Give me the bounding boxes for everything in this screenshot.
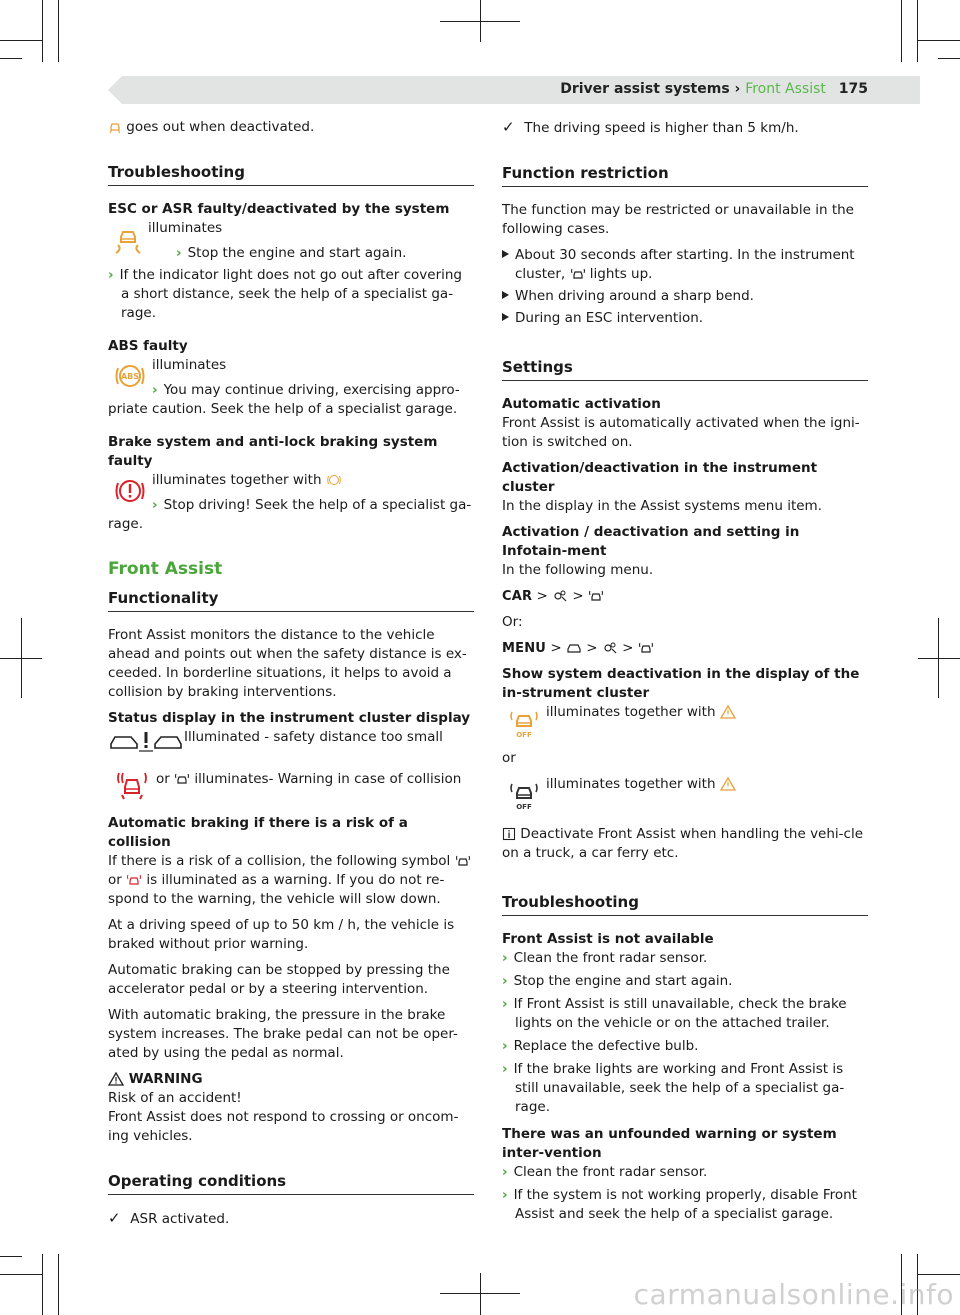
na-item: › Stop the engine and start again. bbox=[502, 973, 733, 989]
menu-path: MENU > > > bbox=[502, 639, 868, 658]
assist-icon bbox=[552, 589, 568, 603]
show-row-2 bbox=[502, 775, 868, 815]
uw-item: › If the system is not working properly, disable Front Assist and seek the help of a specialist garage. bbox=[502, 1187, 857, 1222]
restriction-item: During an ESC intervention. bbox=[502, 309, 868, 328]
bullet-icon bbox=[502, 313, 509, 321]
status-row-2 bbox=[108, 764, 474, 804]
intro-line bbox=[108, 118, 474, 137]
front-assist-off-icon bbox=[502, 703, 546, 743]
status-2-text: illuminates- Warning in case of collision bbox=[194, 771, 462, 787]
section-name: Front Assist bbox=[745, 81, 826, 97]
svg-text:OFF: OFF bbox=[516, 731, 532, 739]
auto-1-a: If there is a risk of a collision, the following symbol bbox=[108, 853, 451, 869]
note bbox=[502, 825, 868, 863]
car-key-label: CAR bbox=[502, 589, 533, 604]
show-row-1 bbox=[502, 703, 868, 743]
running-header bbox=[560, 81, 868, 97]
brake-title: Brake system and anti-lock braking system faulty bbox=[108, 434, 438, 469]
abs-illum: illuminates bbox=[152, 357, 227, 373]
restriction-item: When driving around a sharp bend. bbox=[502, 287, 868, 306]
warning-2: Front Assist does not respond to crossing or oncom-ing vehicles. bbox=[108, 1109, 459, 1144]
esc-note: › If the indicator light does not go out after covering a short distance, seek the help of a specialist ga-rage. bbox=[108, 267, 462, 321]
na-item: › If the brake lights are working and Front Assist is still unavailable, seek the help of a specialist ga-rage. bbox=[502, 1061, 845, 1115]
condition-2 bbox=[502, 118, 868, 138]
warning-triangle-amber-icon bbox=[720, 777, 736, 791]
front-assist-off-gray-icon bbox=[502, 775, 546, 815]
auto-activation-text: Front Assist is automatically activated when the igni-tion is switched on. bbox=[502, 415, 860, 450]
esc-note-text: If the indicator light does not go out after covering a short distance, seek the help of a specialist ga-rage. bbox=[119, 267, 462, 321]
auto-1-c: is illuminated as a warning. If you do not re-spond to the warning, the vehicle will slow down. bbox=[108, 872, 445, 907]
collision-warning-icon bbox=[108, 764, 156, 804]
auto-2: At a driving speed of up to 50 km / h, the vehicle is braked without prior warning. bbox=[108, 917, 455, 952]
warning-heading bbox=[108, 1070, 474, 1089]
car-slip-icon bbox=[108, 120, 122, 134]
cluster-text: In the display in the Assist systems menu item. bbox=[502, 498, 822, 514]
warning-triangle-amber-icon bbox=[720, 705, 736, 719]
auto-1 bbox=[108, 852, 474, 909]
breadcrumb: Driver assist systems › bbox=[560, 81, 741, 97]
warning-1: Risk of an accident! bbox=[108, 1090, 242, 1106]
warning-title: WARNING bbox=[128, 1071, 203, 1087]
esc-title: ESC or ASR faulty/deactivated by the system bbox=[108, 201, 450, 217]
abs-row: ABS illuminates › You may continue driving, exercising appro- bbox=[108, 356, 474, 400]
uw-item: › Clean the front radar sensor. bbox=[502, 1164, 708, 1180]
troubleshooting-2-heading: Troubleshooting bbox=[502, 893, 868, 916]
car-menu-path: CAR > > bbox=[502, 587, 868, 606]
page-number: 175 bbox=[838, 81, 868, 97]
not-available-title: Front Assist is not available bbox=[502, 931, 714, 947]
brake-row: illuminates together with › Stop driving! Seek the help of a specialist ga- bbox=[108, 471, 474, 515]
abs-step-a: You may continue driving, exercising appro- bbox=[163, 382, 460, 398]
right-column bbox=[502, 118, 868, 1228]
show-2-text: illuminates together with bbox=[546, 776, 716, 792]
car-radar-icon bbox=[588, 589, 604, 603]
intro-text: goes out when deactivated. bbox=[126, 119, 315, 135]
na-item: › If Front Assist is still unavailable, check the brake lights on the vehicle or on the attached trailer. bbox=[502, 996, 847, 1031]
left-column bbox=[108, 118, 474, 1236]
abs-small-icon bbox=[326, 473, 342, 487]
car-radar-icon bbox=[570, 267, 586, 281]
check-icon: ✓ bbox=[502, 118, 515, 136]
show-1-text: illuminates together with bbox=[546, 704, 716, 720]
svg-text:ABS: ABS bbox=[120, 372, 140, 381]
abs-step: priate caution. Seek the help of a specialist garage. bbox=[108, 401, 458, 417]
settings-heading: Settings bbox=[502, 358, 868, 381]
na-item: › Replace the defective bulb. bbox=[502, 1038, 699, 1054]
menu-key-label: MENU bbox=[502, 641, 547, 656]
condition-1-text: ASR activated. bbox=[130, 1211, 230, 1227]
watermark: carmanualsonline.info bbox=[633, 1278, 954, 1311]
bullet-icon bbox=[502, 250, 509, 258]
bullet-icon bbox=[502, 291, 509, 299]
infotainment-text: In the following menu. bbox=[502, 562, 654, 578]
brake-illum: illuminates together with bbox=[152, 472, 322, 488]
cluster-title: Activation/deactivation in the instrument cluster bbox=[502, 460, 818, 495]
auto-1-or: or bbox=[108, 872, 122, 888]
info-icon bbox=[502, 827, 516, 841]
abs-title: ABS faulty bbox=[108, 338, 188, 354]
brake-warning-icon bbox=[108, 471, 152, 511]
auto-title: Automatic braking if there is a risk of a collision bbox=[108, 815, 408, 850]
restriction-heading: Function restriction bbox=[502, 164, 868, 187]
car-radar-icon bbox=[638, 641, 654, 655]
car-radar-icon-small bbox=[455, 854, 471, 868]
brake-step-a: Stop driving! Seek the help of a specialist ga- bbox=[163, 497, 472, 513]
auto-4: With automatic braking, the pressure in the brake system increases. The brake pedal can not be oper-ated by using the pedal as normal. bbox=[108, 1007, 458, 1061]
status-1-text: Illuminated - safety distance too small bbox=[184, 729, 443, 745]
status-row-1 bbox=[108, 728, 474, 754]
car-radar-icon bbox=[174, 772, 190, 786]
functionality-desc: Front Assist monitors the distance to the vehicle ahead and points out when the safety distance is ex-ceeded. In borderline situations, it helps to avoid a collision by braking interventions. bbox=[108, 627, 467, 700]
unfounded-title: There was an unfounded warning or system inter-vention bbox=[502, 1126, 837, 1161]
front-assist-heading: Front Assist bbox=[108, 559, 223, 579]
status-title: Status display in the instrument cluster display bbox=[108, 710, 471, 726]
note-text: Deactivate Front Assist when handling the vehi-cle on a truck, a car ferry etc. bbox=[502, 826, 864, 861]
or-text: Or: bbox=[502, 614, 523, 630]
status-2-or: or bbox=[156, 771, 170, 787]
esc-icon bbox=[108, 219, 148, 259]
condition-2-text: The driving speed is higher than 5 km/h. bbox=[524, 120, 799, 136]
distance-warning-icon bbox=[108, 728, 184, 754]
na-item: › Clean the front radar sensor. bbox=[502, 950, 708, 966]
svg-text:OFF: OFF bbox=[516, 803, 532, 811]
brake-step: rage. bbox=[108, 516, 143, 532]
auto-3: Automatic braking can be stopped by pressing the accelerator pedal or by a steering intervention. bbox=[108, 962, 450, 997]
check-icon: ✓ bbox=[108, 1209, 121, 1227]
show-deactivation-title: Show system deactivation in the display of the in-strument cluster bbox=[502, 666, 860, 701]
abs-icon bbox=[108, 356, 152, 396]
infotainment-title: Activation / deactivation and setting in Infotain-ment bbox=[502, 524, 800, 559]
restriction-intro: The function may be restricted or unavailable in the following cases. bbox=[502, 202, 854, 237]
esc-step: Stop the engine and start again. bbox=[187, 245, 407, 261]
assist-icon bbox=[602, 641, 618, 655]
car-radar-red-icon bbox=[126, 873, 142, 887]
troubleshooting-heading: Troubleshooting bbox=[108, 163, 474, 186]
restriction-item: About 30 seconds after starting. In the instrument cluster, lights up. bbox=[502, 246, 868, 284]
auto-activation-title: Automatic activation bbox=[502, 396, 661, 412]
car-icon bbox=[566, 641, 582, 655]
esc-row: illuminates › Stop the engine and start again. bbox=[108, 219, 474, 263]
warning-triangle-icon bbox=[108, 1072, 124, 1086]
functionality-heading: Functionality bbox=[108, 589, 474, 612]
or-text-2: or bbox=[502, 750, 516, 766]
condition-1 bbox=[108, 1209, 474, 1229]
operating-heading: Operating conditions bbox=[108, 1172, 474, 1195]
esc-illum: illuminates bbox=[148, 220, 223, 236]
